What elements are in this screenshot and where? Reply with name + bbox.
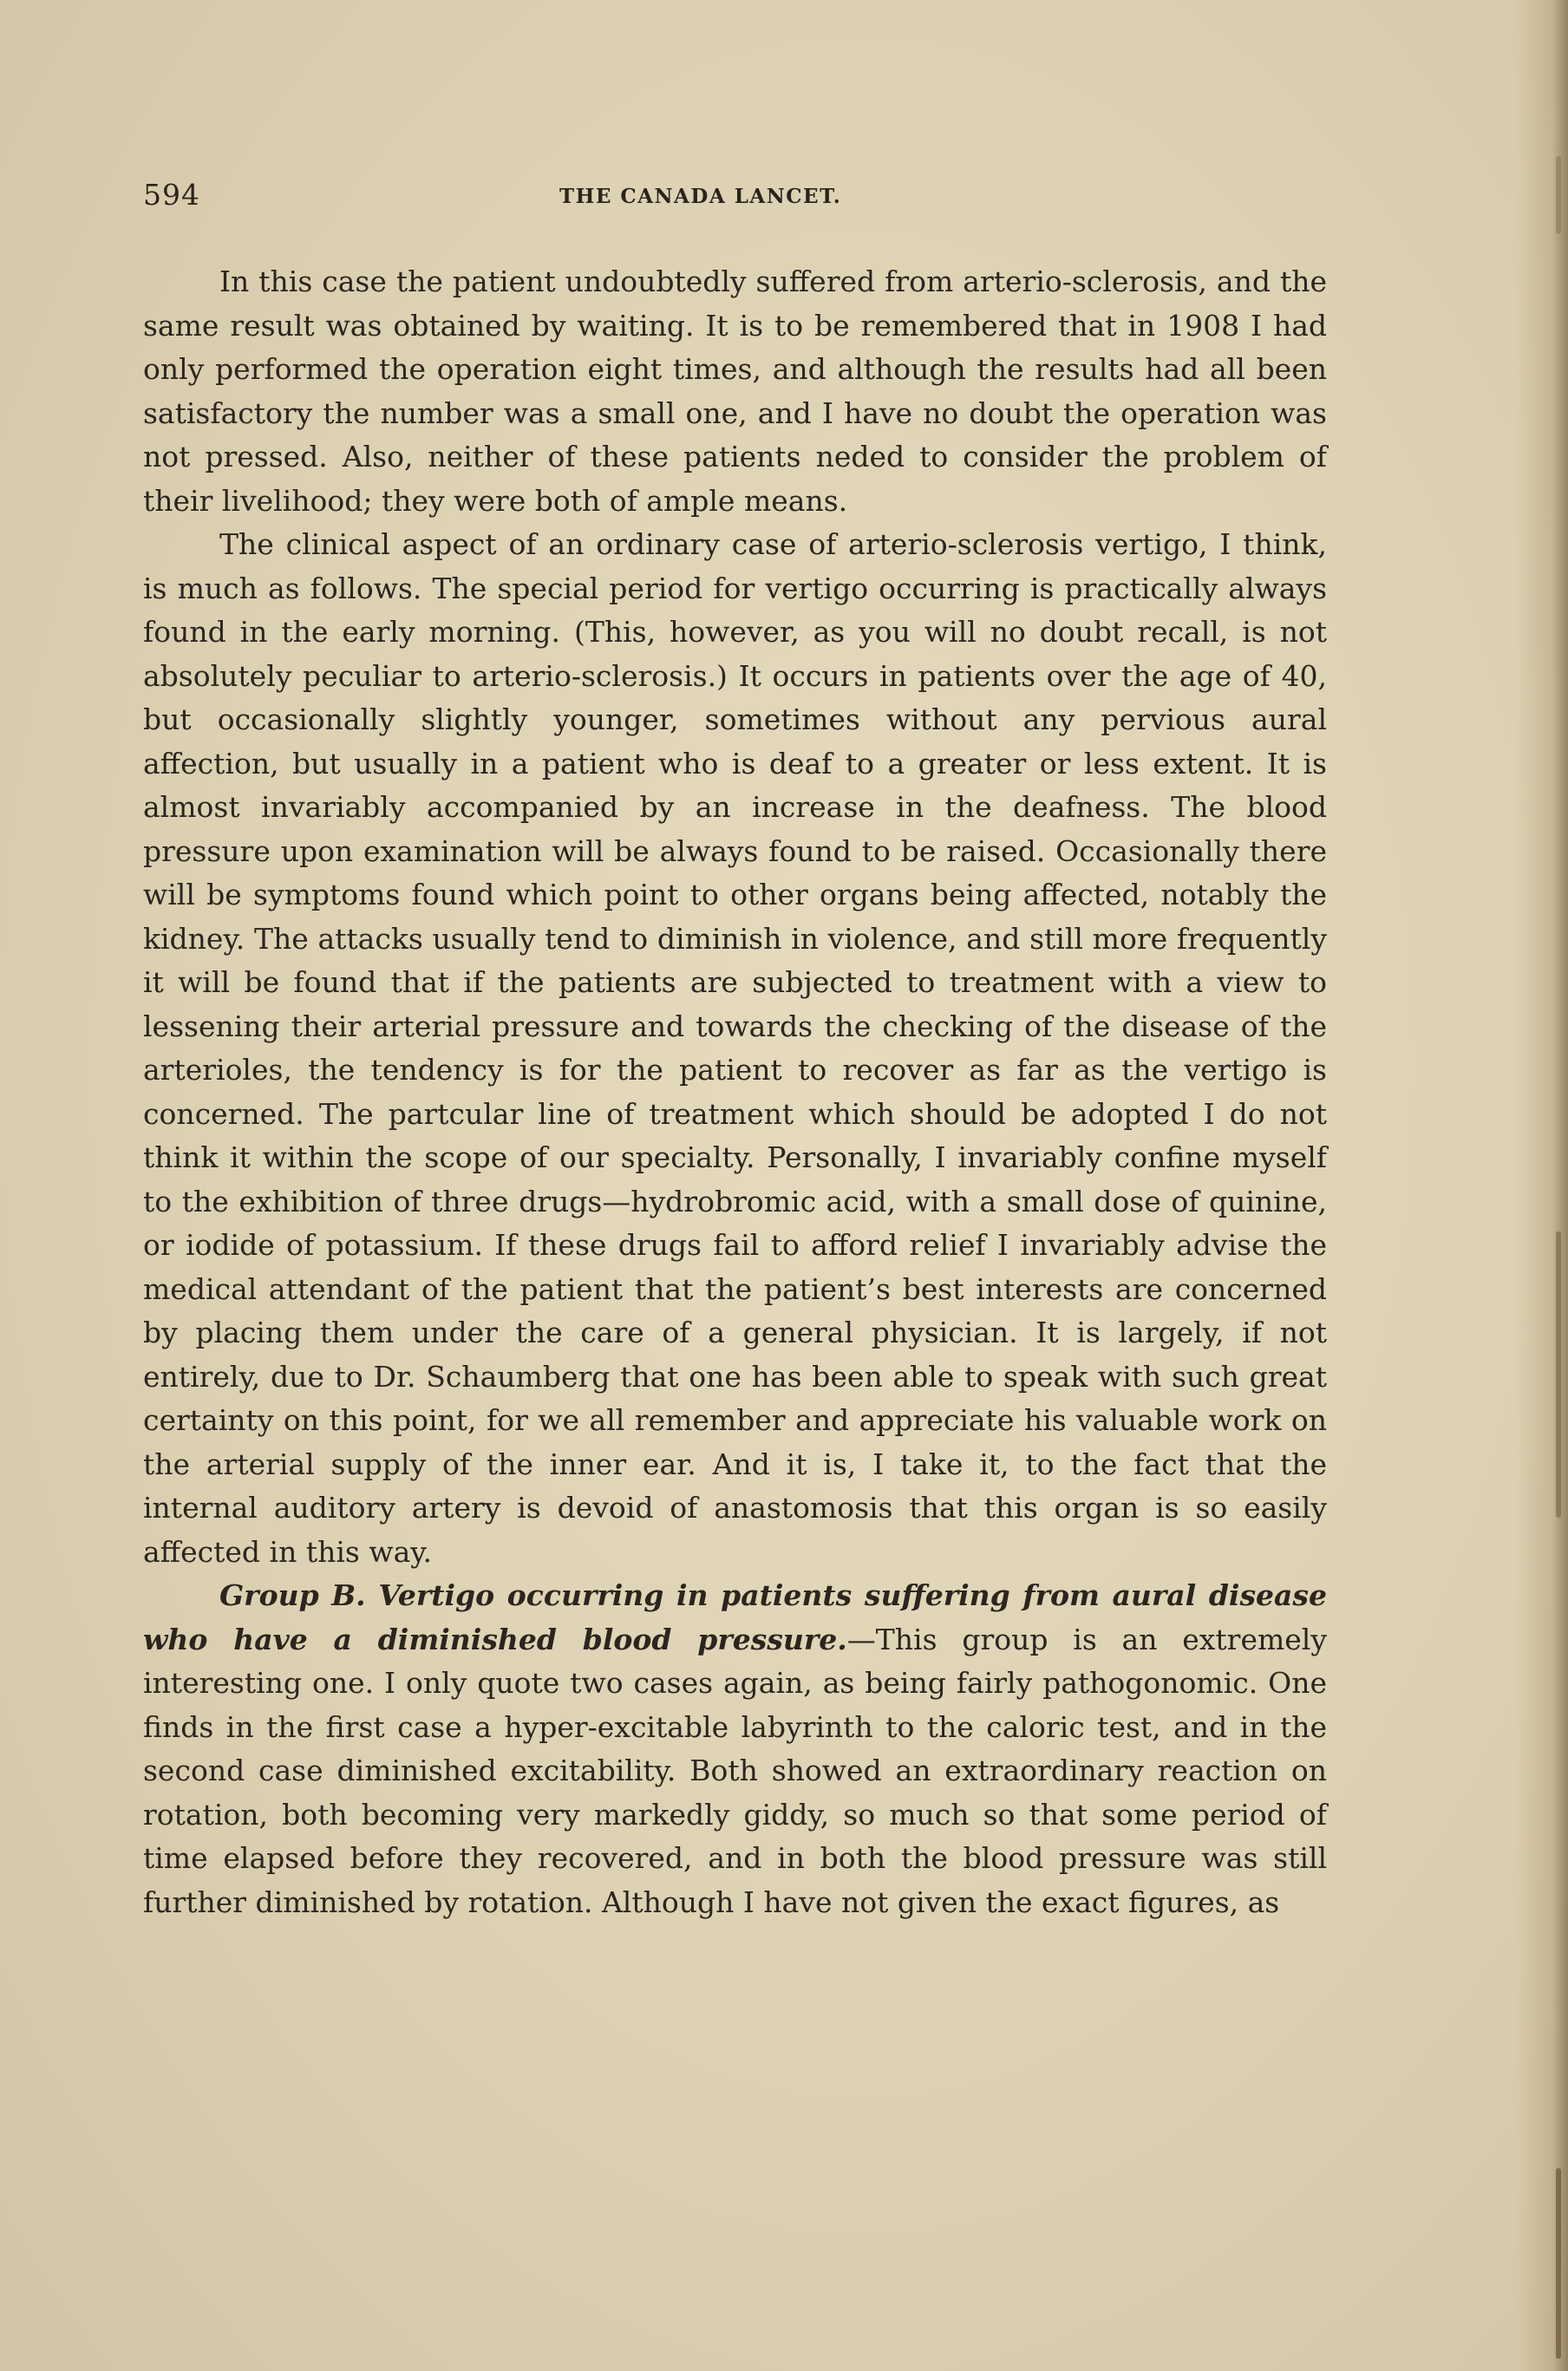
paragraph bbox=[143, 1574, 1327, 1924]
body-text bbox=[143, 260, 1327, 1924]
paragraph-text: In this case the patient undoubtedly suffered from arterio-sclerosis, and the same result was obtained by waiting. It is to be remembered that in 1908 I had only performed the operation eight times, and although the results had all been satisfactory the number was a small one, and I have no doubt the operation was not pressed. Also, neither of these patients neded to consider the problem of their livelihood; they were both of ample means. bbox=[143, 265, 1327, 518]
running-title: THE CANADA LANCET. bbox=[559, 185, 842, 208]
paragraph-text: —This group is an extremely interesting one. I only quote two cases again, as being fairly pathogonomic. One finds in the first case a hyper-excitable labyrinth to the caloric test, and in the second case diminished excitability. Both showed an extraordinary reaction on rotation, both becoming very markedly giddy, so much so that some period of time elapsed before they recovered, and in both the blood pressure was still further diminished by rotation. Although I have not given the exact figures, as bbox=[143, 1622, 1328, 1919]
section-heading: Group B. Vertigo occurring in patients suffering from aural disease who have a diminished blood pressure. bbox=[143, 1578, 1327, 1656]
page-edge-mark bbox=[1556, 156, 1561, 234]
page-edge-shadow bbox=[1516, 0, 1568, 2371]
paragraph bbox=[143, 260, 1327, 523]
paragraph-text: The clinical aspect of an ordinary case of arterio-sclerosis vertigo, I think, is much as follows. The special period for vertigo occurring is practically always found in the early morning. (This, however, as you will no doubt recall, is not absolutely peculiar to arterio-sclerosis.) It occurs in patients over the age of 40, but occasionally slightly younger, sometimes without any pervious aural affection, but usually in a patient who is deaf to a greater or less extent. It is almost invariably accompanied by an increase in the deafness. The blood pressure upon examination will be always found to be raised. Occasionally there will be symptoms found which point to other organs being affected, notably the kidney. The attacks usually tend to diminish in violence, and still more frequently it will be found that if the patients are subjected to treatment with a view to lessening their arterial pressure and towards the checking of the disease of the arterioles, the tendency is for the patient to recover as far as the vertigo is concerned. The partcular line of treatment which should be adopted I do not think it within the scope of our specialty. Personally, I invariably confine myself to the exhibition of three drugs—hydrobromic acid, with a small dose of quinine, or iodide of potassium. If these drugs fail to afford relief I invariably advise the medical attendant of the patient that the patient’s best interests are concerned by placing them under the care of a general physician. It is largely, if not entirely, due to Dr. Schaumberg that one has been able to speak with such great certainty on this point, for we all remember and appreciate his valuable work on the arterial supply of the inner ear. And it is, I take it, to the fact that the internal auditory artery is devoid of anastomosis that this organ is so easily affected in this way. bbox=[143, 527, 1327, 1569]
page-edge-mark bbox=[1556, 1231, 1561, 1518]
page-number: 594 bbox=[143, 178, 200, 212]
page-edge-mark bbox=[1556, 2168, 1561, 2359]
paragraph bbox=[143, 523, 1327, 1574]
page-header bbox=[143, 178, 1327, 221]
